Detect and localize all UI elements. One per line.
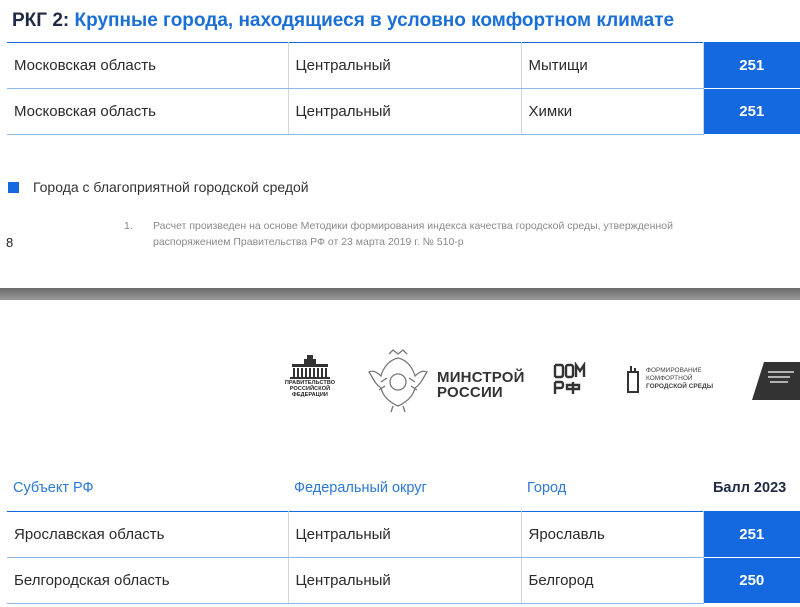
table-row [7,89,800,135]
page-number: 8 [6,235,14,250]
comfortable-city-line: ФОРМИРОВАНИЕ [646,367,702,374]
title-text: Крупные города, находящиеся в условно комфортном климате [74,10,675,31]
cell-subject: Ярославская область [7,512,288,558]
table-row [7,558,800,604]
page-divider [0,288,800,300]
table-row [7,43,800,89]
cell-city: Белгород [521,558,703,604]
logo-strip [0,340,800,420]
footnote-text: Расчет произведен на основе Методики формирования индекса качества городской среды, утвержденной распоряжением Правительства РФ от 23 марта 2019 г. № 510-р [153,220,673,248]
government-logo-line: РОССИЙСКОЙ [289,386,331,392]
title-prefix: РКГ 2: [12,10,70,31]
cell-score: 251 [703,89,800,135]
footnote-number: 1. [124,220,133,232]
cell-district: Центральный [288,558,521,604]
eagle-emblem-icon [367,348,429,419]
cell-district: Центральный [288,43,521,89]
bottom-table [7,511,800,604]
footnote [124,218,724,250]
comfortable-city-line: ГОРОДСКОЙ СРЕДЫ [646,383,714,390]
table-row [7,512,800,558]
header-district: Федеральный округ [294,480,427,496]
cell-score: 250 [703,558,800,604]
cell-subject: Белгородская область [7,558,288,604]
comfortable-city-logo [626,364,713,394]
minstroy-logo-line: МИНСТРОЙ [437,369,525,386]
bottom-table-headers [7,480,800,500]
government-logo-line: ПРАВИТЕЛЬСТВО [284,380,336,386]
dom-rf-logo-icon [553,362,587,401]
legend-label: Города с благоприятной городской средой [33,179,309,195]
document-page-top [0,0,800,288]
header-city: Город [527,480,567,496]
minstroy-logo [437,370,525,400]
cell-city: Ярославль [521,512,703,558]
cell-city: Мытищи [521,43,703,89]
cell-city: Химки [521,89,703,135]
government-logo [280,354,340,398]
cell-district: Центральный [288,512,521,558]
comfortable-city-line: КОМФОРТНОЙ [646,375,693,382]
legend [8,179,309,195]
top-table [7,42,800,135]
minstroy-logo-line: РОССИИ [437,384,503,401]
national-project-logo-icon [750,356,800,407]
cell-score: 251 [703,512,800,558]
header-subject: Субъект РФ [13,480,94,496]
cell-score: 251 [703,43,800,89]
government-building-icon [288,354,332,380]
city-building-icon [626,364,640,394]
cell-subject: Московская область [7,43,288,89]
page-title [12,10,674,32]
cell-subject: Московская область [7,89,288,135]
cell-district: Центральный [288,89,521,135]
government-logo-line: ФЕДЕРАЦИИ [292,392,328,398]
header-score: Балл 2023 [713,480,787,496]
legend-swatch [8,182,19,193]
